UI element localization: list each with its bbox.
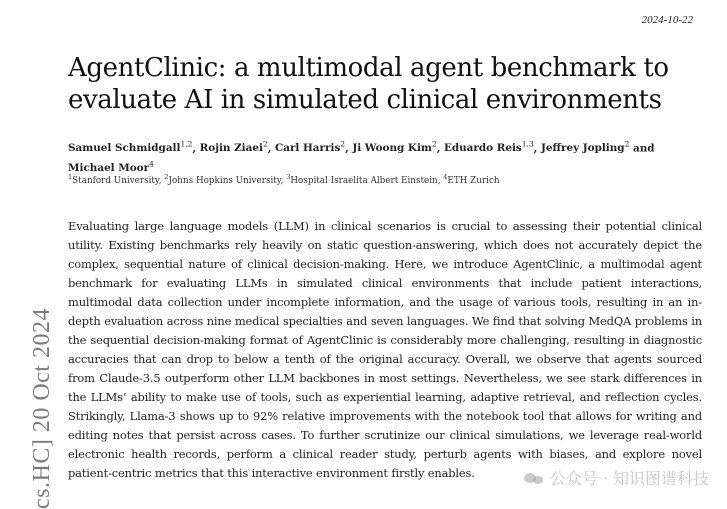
abstract-text: Evaluating large language models (LLM) in clinical scenarios is crucial to assessing their potential clinical utility. Existing benchmarks rely heavily on static question-answering, which does not accurately depict the complex, sequential nature of clinical decision-making. Here, we introduce AgentClinic, a multimodal agent benchmark for evaluating LLMs in simulated clinical environments that include patient interactions, multimodal data collection under incomplete information, and the usage of various tools, resulting in an in-depth evaluation across nine medical specialties and seven languages. We find that solving MedQA problems in the sequential decision-making format of AgentClinic is considerably more challenging, resulting in diagnostic accuracies that can drop to below a tenth of the original accuracy. Overall, we observe that agents sourced from Claude-3.5 outperform other LLM backbones in most settings. Nevertheless, we see stark differences in the LLMs’ ability to make use of tools, such as experiential learning, adaptive retrieval, and reflection cycles. Strikingly, Llama-3 shows up to 92% relative improvements with the notebook tool that allows for writing and editing notes that persist across cases. To further scrutinize our clinical simulations, we leverage real-world electronic health records, perform a clinical reader study, perturb agents with biases, and explore novel patient-centric metrics that this interactive environment firstly enables. — [68, 219, 702, 480]
publication-date: 2024-10-22 — [641, 14, 693, 26]
author: Carl Harris$^2$ — [274, 140, 346, 155]
affiliation: $^2$Johns Hopkins University — [164, 173, 281, 186]
arxiv-side-stamp-text: cs.HC] 20 Oct 2024 — [29, 308, 55, 509]
affiliation: $^1$Stanford University — [68, 173, 159, 186]
author: Samuel Schmidgall$^{1,2}$ — [68, 140, 193, 155]
affiliation-list: $^1$Stanford University, $^2$Johns Hopkins University, $^3$Hospital Israelita Albert Einstein, $^4$ETH Zurich — [68, 173, 500, 186]
author: Eduardo Reis$^{1,3}$ — [443, 140, 534, 155]
author: Rojin Ziaei$^2$ — [199, 140, 268, 155]
arxiv-side-stamp — [24, 290, 60, 509]
author: Michael Moor$^4$ — [68, 159, 154, 174]
affiliation: $^3$Hospital Israelita Albert Einstein — [286, 173, 438, 186]
author: Ji Woong Kim$^2$ — [352, 140, 437, 155]
wechat-watermark — [524, 466, 709, 489]
author-conjunction: and — [632, 142, 655, 155]
affiliation: $^4$ETH Zurich — [443, 173, 500, 186]
wechat-icon — [524, 471, 544, 485]
watermark-text: 公众号 · 知识图谱科技 — [549, 469, 709, 488]
paper-title: AgentClinic: a multimodal agent benchmark to evaluate AI in simulated clinical environments — [68, 53, 669, 115]
author: Jeffrey Jopling$^2$ — [540, 140, 630, 155]
author-list: Samuel Schmidgall$^{1,2}$, Rojin Ziaei$^2$, Carl Harris$^2$, Ji Woong Kim$^2$, Eduardo Reis$^{1,3}$, Jeffrey Jopling$^2$ and Michael Moor$^4$ — [68, 140, 655, 174]
